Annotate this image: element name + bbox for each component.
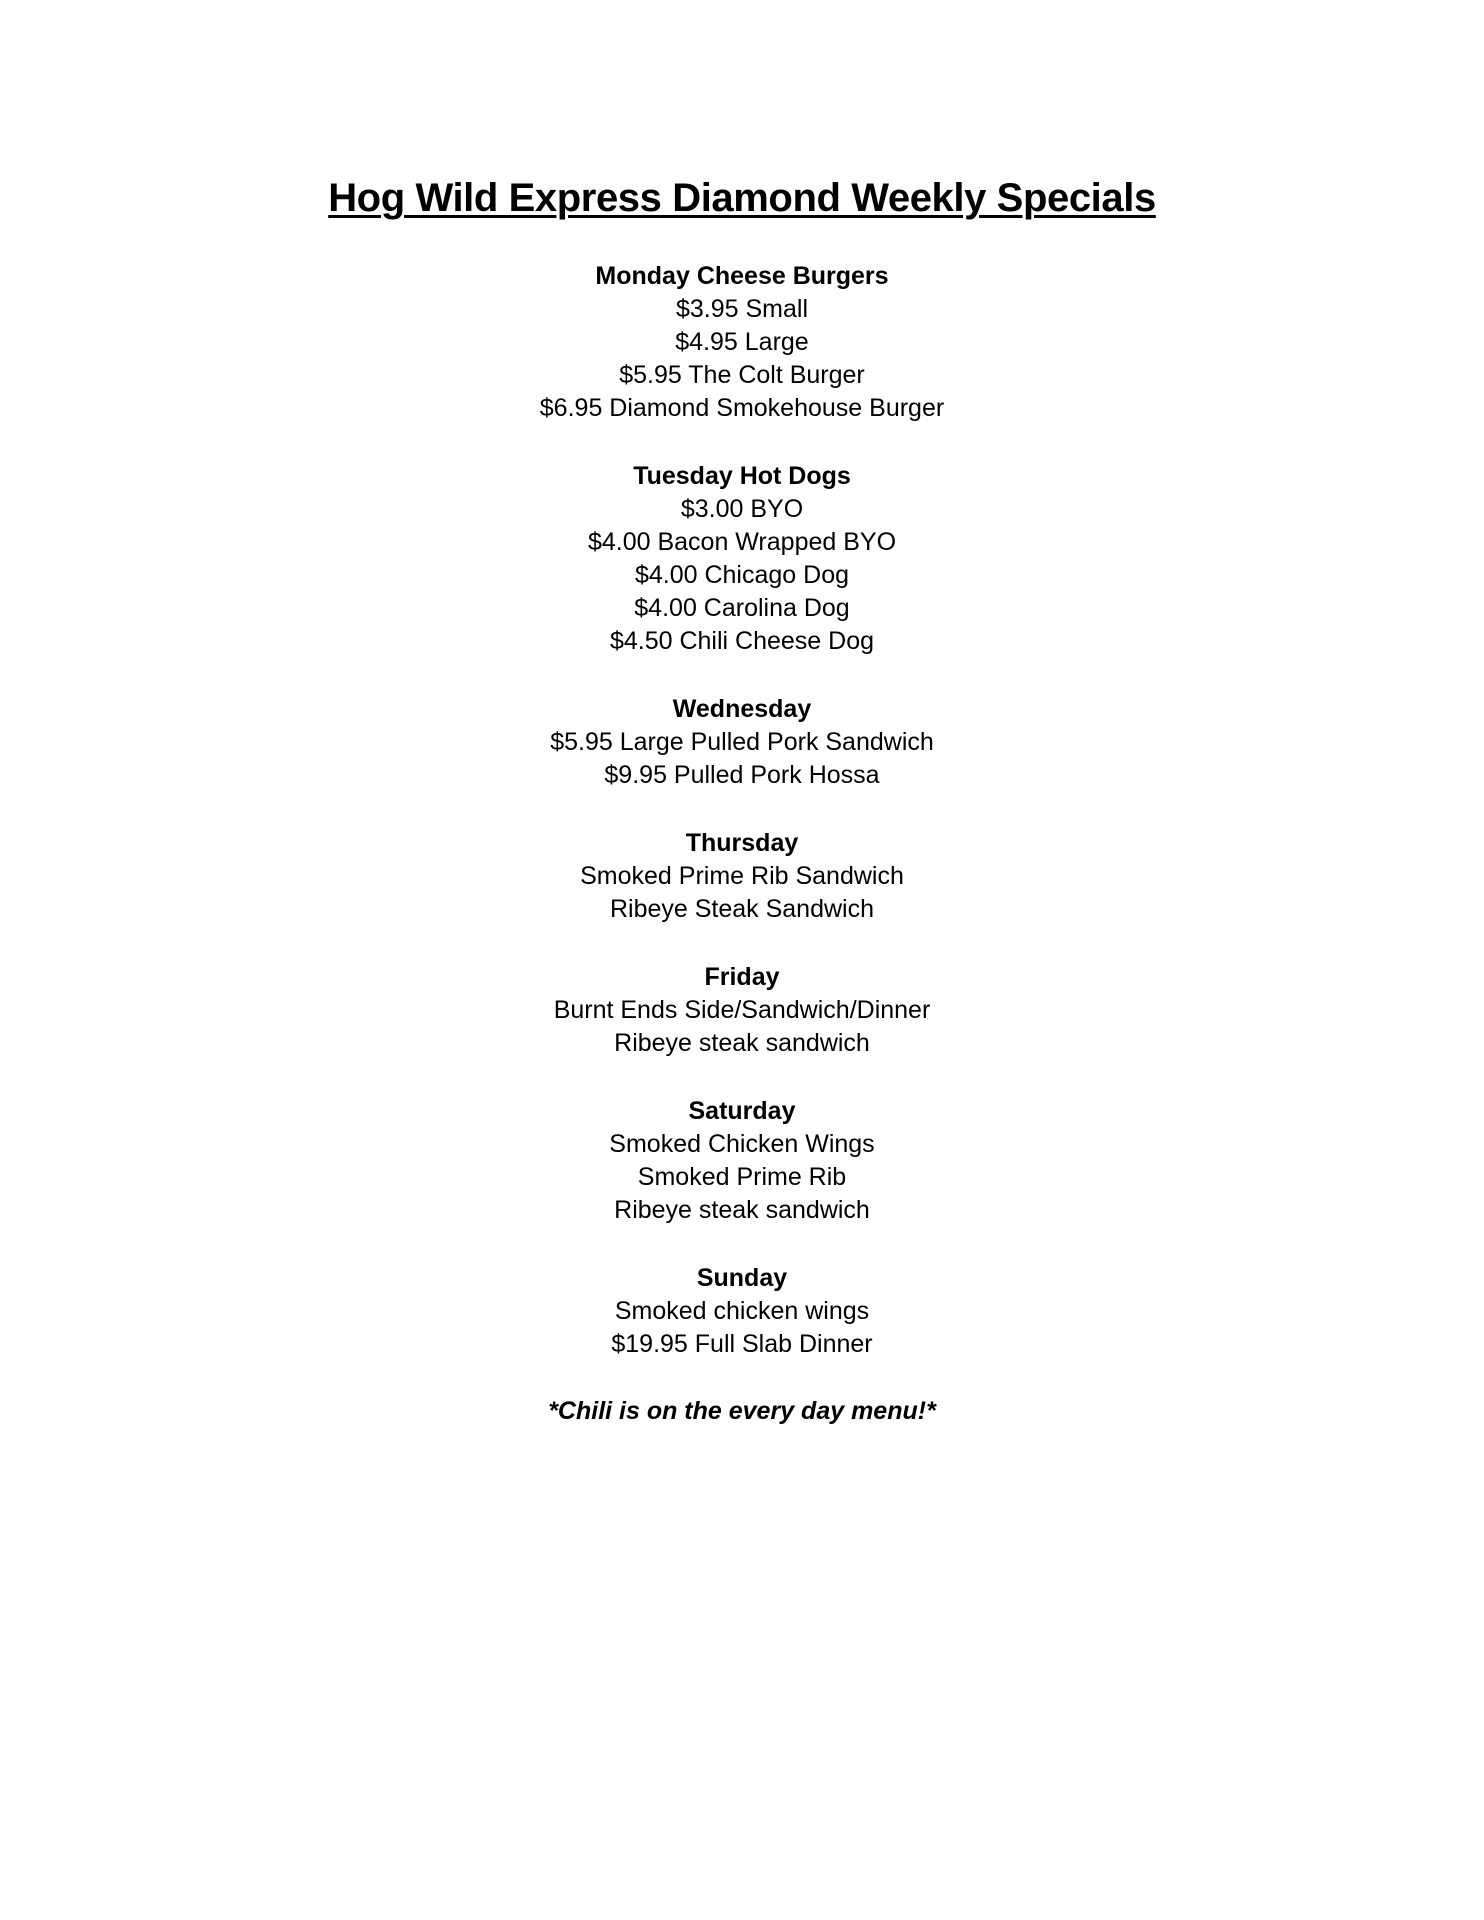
special-item: $5.95 The Colt Burger xyxy=(619,361,865,389)
special-section xyxy=(0,260,1484,425)
section-heading: Sunday xyxy=(696,1264,788,1292)
special-item: Smoked Prime Rib Sandwich xyxy=(580,862,904,890)
special-item: Ribeye steak sandwich xyxy=(614,1196,870,1224)
section-heading: Friday xyxy=(704,963,780,991)
special-section xyxy=(0,693,1484,792)
special-section xyxy=(0,460,1484,658)
special-item: Smoked Chicken Wings xyxy=(609,1130,875,1158)
special-section xyxy=(0,961,1484,1060)
footer-note: *Chili is on the every day menu!* xyxy=(548,1397,936,1425)
section-heading: Monday Cheese Burgers xyxy=(595,262,889,290)
special-item: $3.95 Small xyxy=(675,295,809,323)
special-item: $6.95 Diamond Smokehouse Burger xyxy=(539,394,945,422)
special-item: Smoked chicken wings xyxy=(614,1297,870,1325)
page-title: Hog Wild Express Diamond Weekly Specials xyxy=(328,176,1156,220)
special-item: $9.95 Pulled Pork Hossa xyxy=(604,761,880,789)
section-heading: Tuesday Hot Dogs xyxy=(633,462,851,490)
special-item: $5.95 Large Pulled Pork Sandwich xyxy=(550,728,934,756)
section-heading: Wednesday xyxy=(672,695,812,723)
special-item: $4.00 Chicago Dog xyxy=(634,561,850,589)
special-section xyxy=(0,827,1484,926)
special-item: $3.00 BYO xyxy=(680,495,804,523)
special-item: $19.95 Full Slab Dinner xyxy=(611,1330,873,1358)
special-section xyxy=(0,1095,1484,1227)
special-item: Smoked Prime Rib xyxy=(637,1163,847,1191)
special-section xyxy=(0,1262,1484,1361)
special-item: Ribeye Steak Sandwich xyxy=(609,895,875,923)
specials-list xyxy=(0,260,1484,1361)
special-item: $4.00 Bacon Wrapped BYO xyxy=(587,528,897,556)
special-item: $4.50 Chili Cheese Dog xyxy=(609,627,875,655)
special-item: Burnt Ends Side/Sandwich/Dinner xyxy=(553,996,931,1024)
section-heading: Thursday xyxy=(685,829,799,857)
special-item: $4.95 Large xyxy=(675,328,809,356)
special-item: Ribeye steak sandwich xyxy=(614,1029,870,1057)
section-heading: Saturday xyxy=(688,1097,796,1125)
special-item: $4.00 Carolina Dog xyxy=(634,594,850,622)
document-content xyxy=(0,170,1484,1428)
